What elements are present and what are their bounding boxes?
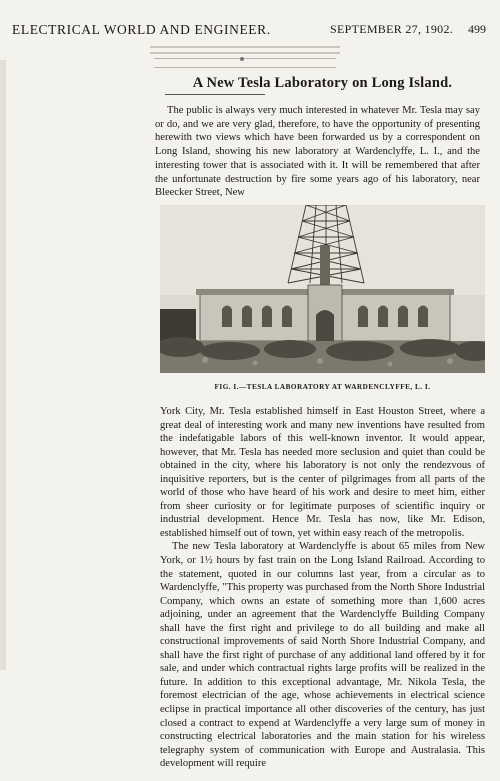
running-head [12,22,486,38]
issue-date: SEPTEMBER 27, 1902. [330,22,454,36]
figure-caption: FIG. I.—TESLA LABORATORY AT WARDENCLYFFE, L. I. [214,383,431,391]
ornament-divider [154,58,336,68]
figure-photo-laboratory [160,205,485,373]
ornament-rule-bottom [150,52,340,54]
ornament-rule-top [150,46,340,48]
laboratory-photo-illustration [160,205,485,373]
article-intro [155,104,480,200]
page-number: 499 [468,22,486,36]
continuation-paragraph: York City, Mr. Tesla established himself in East Houston Street, where a great deal of interesting work and many new inventions have resulted from the indefatigable labors of this well-known inventor. It would appear, however, that Mr. Tesla has needed more seclusion and quiet than could be obtained in the city, where his laboratory is not only the rendezvous of inquisitive reporters, but is the center of pilgrimages from all parts of the world of those who have heard of his work and desire to meet him, either from sheer curiosity or for legitimate purposes of scientific inquiry or industrial development. Hence Mr. Tesla has now, like Mr. Edison, established himself out of town, yet within easy reach of the metropolis. [160,406,485,539]
article-body [160,405,485,771]
intro-paragraph: The public is always very much interested in whatever Mr. Tesla may say or do, and we are very glad, therefore, to have the opportunity of presenting herewith two views which have been forwarded us by a correspondent on Long Island, showing his new laboratory at Wardenclyffe, L. I., and the interesting tower that is associated with it. It will be remembered that after the unfortunate destruction by fire some years ago of his laboratory, near Bleecker Street, New [155,105,480,199]
title-rule [165,94,265,95]
publication-title: ELECTRICAL WORLD AND ENGINEER. [12,22,271,37]
page-edge-shadow [0,60,6,670]
body-paragraph-2: The new Tesla laboratory at Wardenclyffe is about 65 miles from New York, or 1½ hours by fast train on the Long Island Railroad. According to the statement, quoted in our columns last year, from a circular as to Wardenclyffe, "This property was purchased from the North Shore Industrial Company, which owns an estate of something more than 1,600 acres adjoining, under an agreement that the Wardenclyffe Building Company shall have the first right and privilege to do all building and make all constructional improvements of said North Shore Industrial Company, and shall have the first right of purchase of any additional land offered by it for sale, and under which contractual rights large profits will be realized in the future. In addition to this exceptional advantage, Mr. Nikola Tesla, the foremost electrician of the age, whose achievements in electrical science eclipse in practical importance all other discoveries of the century, has just closed a contract to expend at Wardenclyffe a very large sum of money in constructing electrical laboratories and the main station for his wireless telegraphy system of communication with Europe and Australasia. This development will require [160,541,485,770]
article-title: A New Tesla Laboratory on Long Island. [192,75,453,91]
